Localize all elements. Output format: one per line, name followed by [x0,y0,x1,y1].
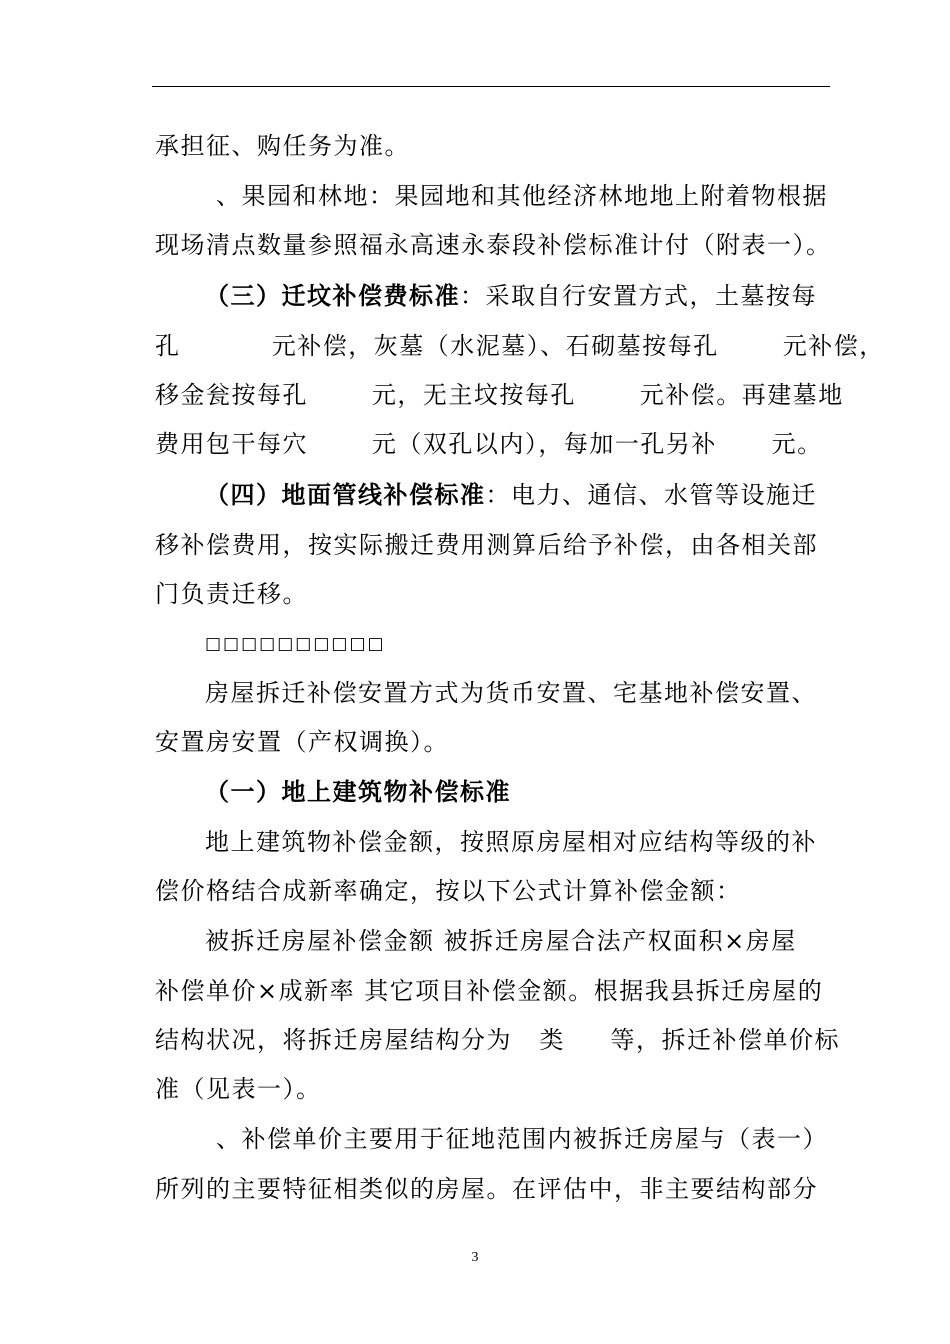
text-line: 承担征、购任务为准。 [155,132,410,160]
section-heading: （三）迁坟补偿费标准 [205,282,460,310]
text-line: 门负责迁移。 [155,580,308,608]
page-number: 3 [471,1250,479,1265]
text-line: 现场清点数量参照福永高速永泰段补偿标准计付（附表一）。 [155,231,832,259]
text-run: ：采取自行安置方式，土墓按每 [460,282,817,310]
text-line: 费用包干每穴 元（双孔以内），每加一孔另补 元。 [155,430,823,458]
formula-line: 被拆迁房屋补偿金额 被拆迁房屋合法产权面积×房屋 [205,927,797,955]
section-heading: （四）地面管线补偿标准 [205,481,486,509]
paragraph-line [205,281,817,311]
section-heading: （一）地上建筑物补偿标准 [205,778,511,806]
text-line: 孔 元补偿，灰墓（水泥墓）、石砌墓按每孔 元补偿， [155,332,885,360]
text-line: 房屋拆迁补偿安置方式为货币安置、宅基地补偿安置、 [205,679,817,707]
text-line: 移金瓮按每孔 元，无主坟按每孔 元补偿。再建墓地 [155,381,844,409]
header-rule [152,86,830,87]
text-line: 、果园和林地：果园地和其他经济林地地上附着物根据 [216,182,828,210]
text-line: 准（见表一）。 [155,1075,322,1103]
text-line: 所列的主要特征相类似的房屋。在评估中，非主要结构部分 [155,1175,818,1203]
text-line: 补偿单价×成新率 其它项目补偿金额。根据我县拆迁房屋的 [155,977,824,1005]
text-line: 、补偿单价主要用于征地范围内被拆迁房屋与（表一） [216,1125,828,1153]
text-line: 结构状况，将拆迁房屋结构分为 类 等，拆迁补偿单价标 [155,1026,841,1054]
paragraph-line [205,480,817,510]
text-line: 地上建筑物补偿金额，按照原房屋相对应结构等级的补 [205,828,817,856]
garbled-heading: □□□□□□□□□□ [205,634,386,654]
text-line: 移补偿费用，按实际搬迁费用测算后给予补偿，由各相关部 [155,531,818,559]
text-line: 安置房安置（产权调换）。 [155,728,449,756]
text-line: 偿价格结合成新率确定，按以下公式计算补偿金额： [155,877,742,905]
text-run: ：电力、通信、水管等设施迁 [485,481,817,509]
